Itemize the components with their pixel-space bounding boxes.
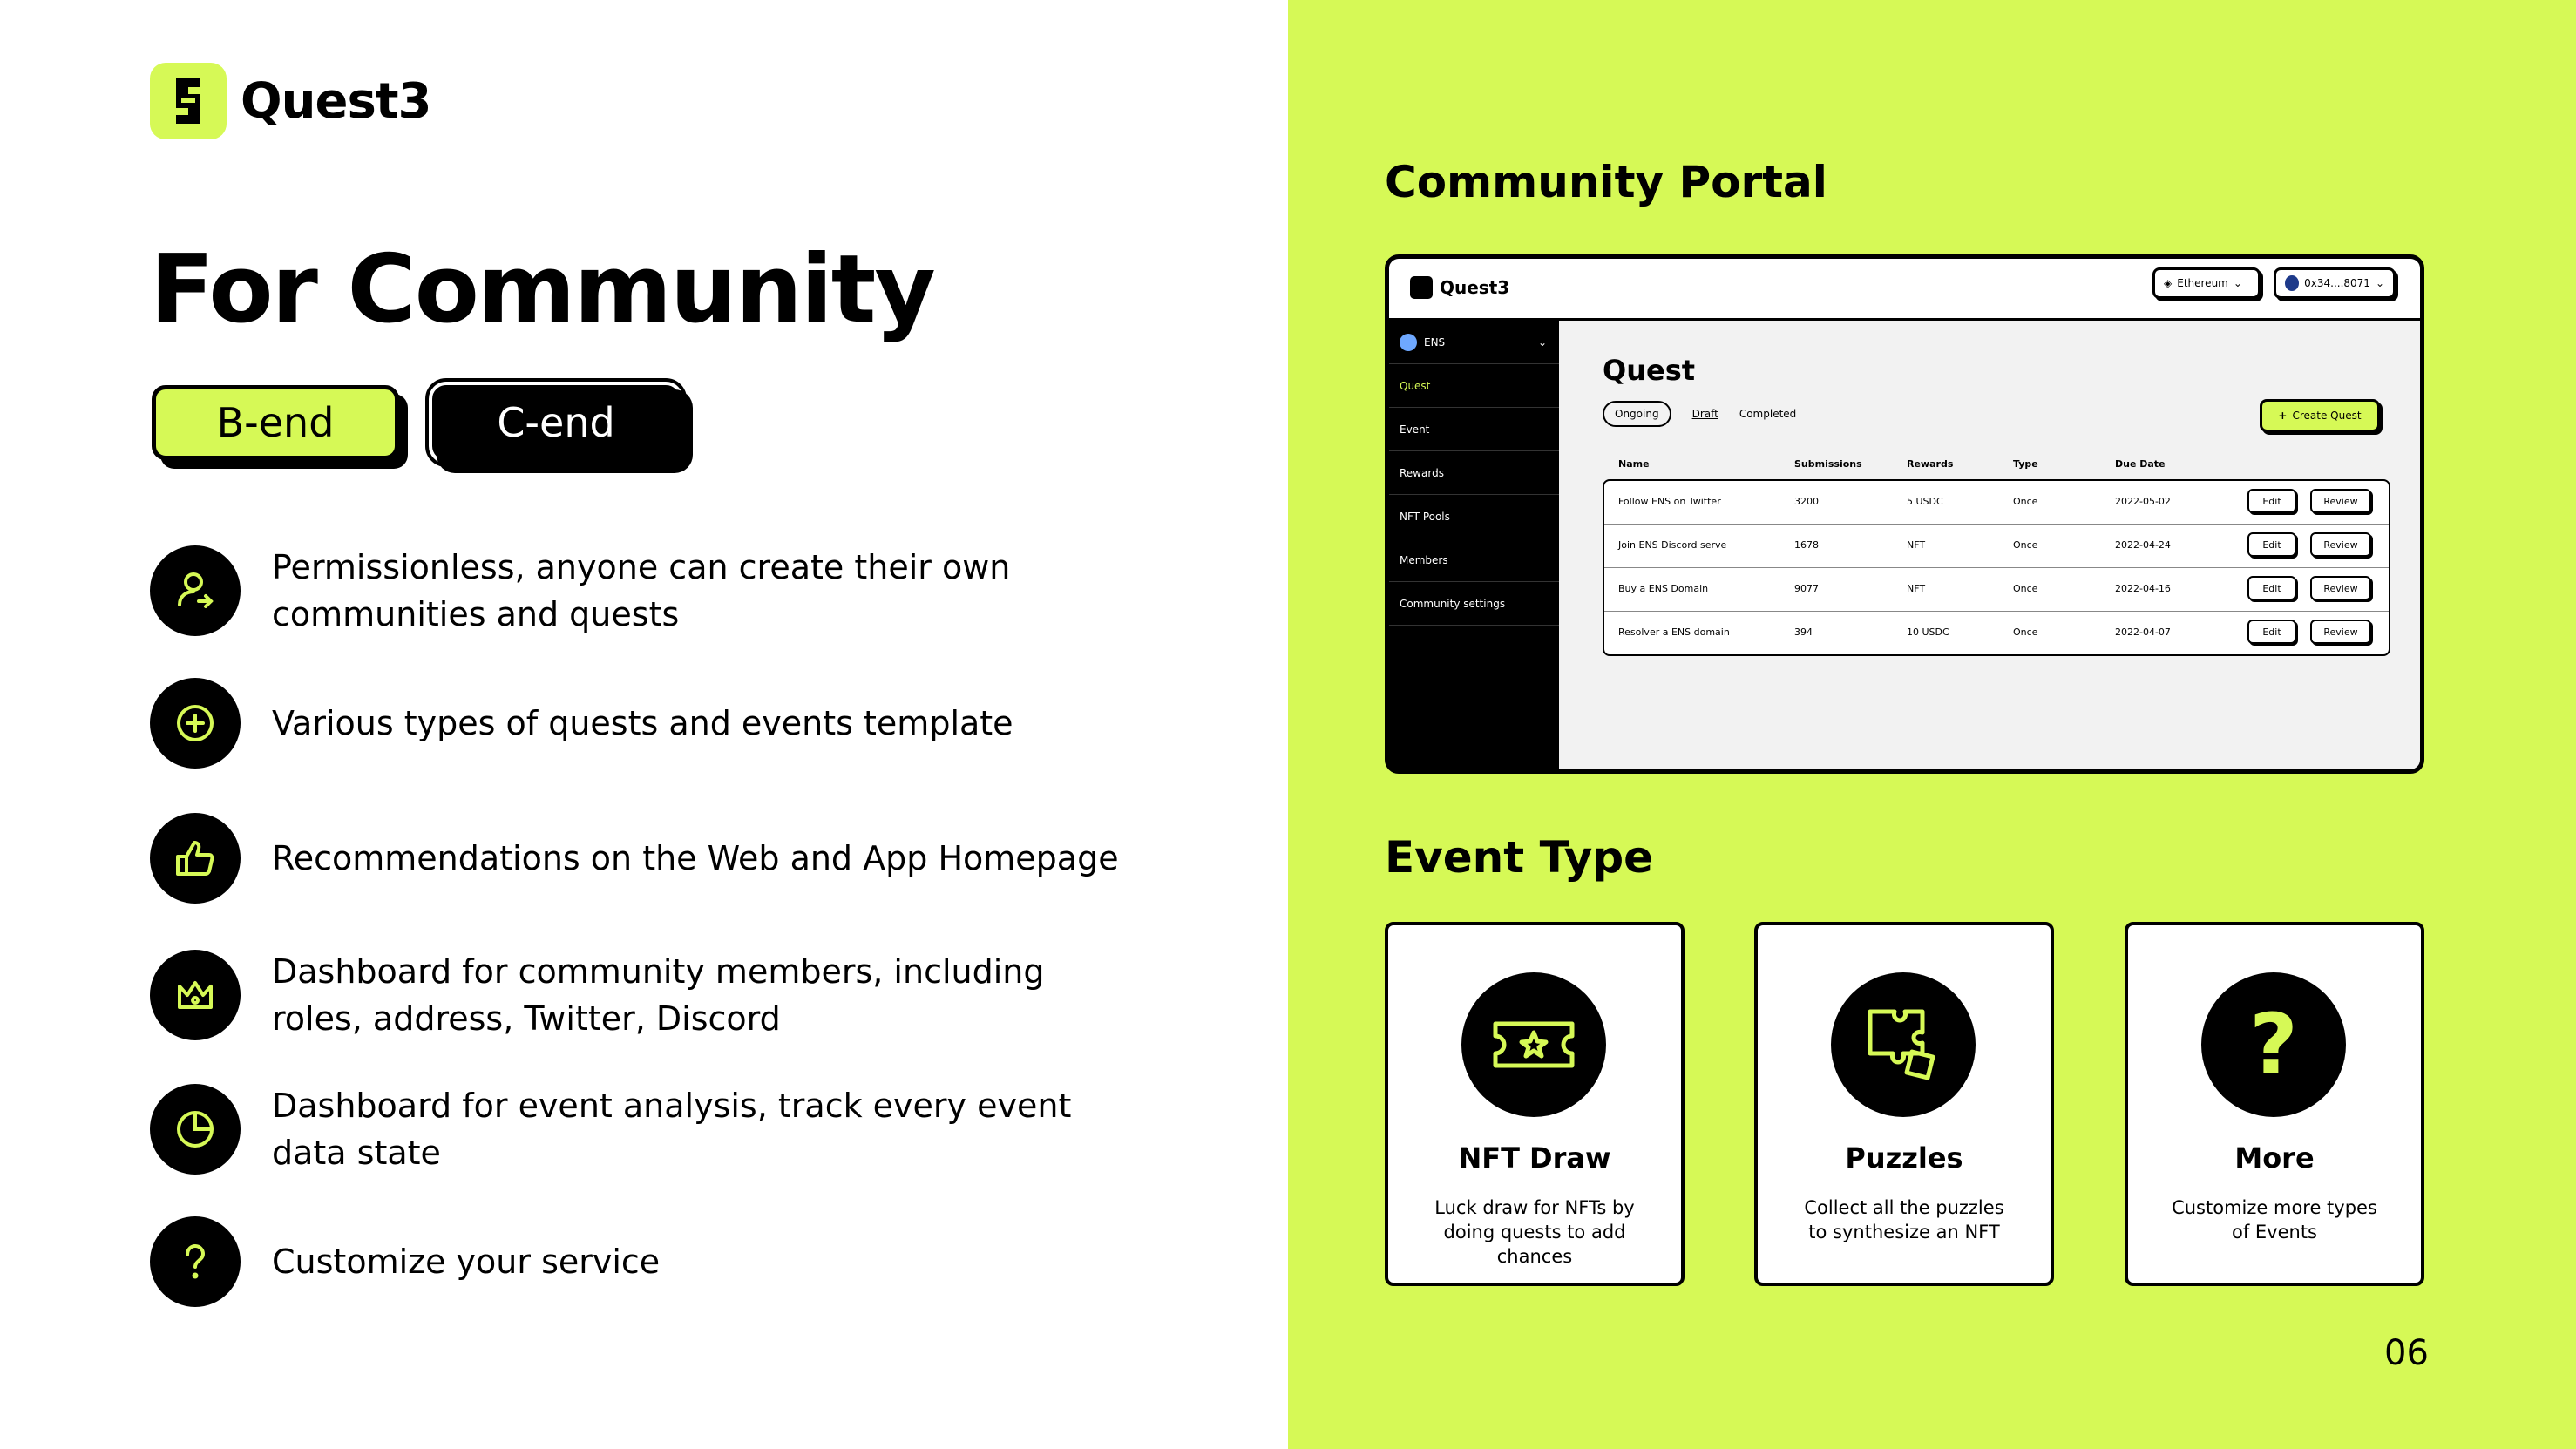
table-row (1604, 568, 2389, 612)
cell-type: Once (2013, 626, 2038, 638)
portal-app-name: Quest3 (1440, 277, 1510, 298)
user-share-icon (150, 545, 241, 636)
feature-text: Dashboard for event analysis, track every event data state (272, 1087, 1072, 1172)
quest3-logo-icon (150, 63, 227, 139)
edit-button[interactable]: Edit (2247, 576, 2296, 600)
cell-due: 2022-04-24 (2115, 539, 2171, 551)
review-button[interactable]: Review (2310, 532, 2371, 557)
portal-sidebar (1389, 321, 1559, 769)
cell-submissions: 3200 (1794, 496, 1819, 507)
crown-icon (150, 950, 241, 1040)
event-card-nft-draw[interactable] (1385, 922, 1685, 1286)
portal-logo (1410, 276, 1509, 299)
feature-item (150, 678, 1143, 769)
plus-circle-icon (150, 678, 241, 769)
brand (150, 63, 431, 139)
cell-due: 2022-05-02 (2115, 496, 2171, 507)
feature-text: Recommendations on the Web and App Homepage (272, 839, 1119, 877)
ens-icon (1400, 334, 1417, 351)
cell-rewards: 5 USDC (1907, 496, 1943, 507)
table-row (1604, 612, 2389, 654)
feature-text: Dashboard for community members, including roles, address, Twitter, Discord (272, 952, 1045, 1038)
pie-chart-icon (150, 1084, 241, 1175)
review-button[interactable]: Review (2310, 576, 2371, 600)
col-submissions: Submissions (1794, 458, 1862, 470)
network-selector[interactable] (2152, 267, 2261, 299)
sidebar-item-community-settings[interactable]: Community settings (1389, 582, 1559, 626)
col-rewards: Rewards (1907, 458, 1954, 470)
tab-completed[interactable]: Completed (1739, 408, 1797, 420)
feature-item (150, 948, 1143, 1042)
community-selector[interactable] (1389, 321, 1559, 364)
cell-submissions: 9077 (1794, 583, 1819, 594)
cell-name: Join ENS Discord serve (1618, 539, 1727, 551)
puzzle-icon (1831, 972, 1976, 1117)
event-card-more[interactable] (2125, 922, 2424, 1286)
question-mark-icon: ? (2201, 972, 2346, 1117)
chevron-down-icon: ⌄ (2233, 277, 2242, 289)
event-type-title: Event Type (1385, 832, 1654, 883)
review-button[interactable]: Review (2310, 620, 2371, 644)
cell-rewards: 10 USDC (1907, 626, 1949, 638)
cell-type: Once (2013, 496, 2038, 507)
quest3-logo-icon (1410, 276, 1433, 299)
feature-text: Permissionless, anyone can create their own communities and quests (272, 548, 1011, 633)
event-card-name: More (2234, 1141, 2315, 1175)
event-card-desc: Collect all the puzzles to synthesize an NFT (1804, 1197, 2004, 1242)
sidebar-item-rewards[interactable]: Rewards (1389, 451, 1559, 495)
portal-header (1389, 259, 2420, 321)
brand-name: Quest3 (241, 72, 431, 130)
sidebar-item-event[interactable]: Event (1389, 408, 1559, 451)
chevron-down-icon: ⌄ (1537, 335, 1547, 349)
feature-item (150, 813, 1143, 904)
ticket-star-icon (1461, 972, 1606, 1117)
col-name: Name (1618, 458, 1650, 470)
portal-main (1559, 321, 2420, 769)
edit-button[interactable]: Edit (2247, 620, 2296, 644)
event-card-puzzles[interactable] (1754, 922, 2054, 1286)
feature-text: Various types of quests and events template (272, 704, 1013, 742)
feature-item (150, 1082, 1143, 1176)
page-title: For Community (150, 235, 934, 344)
cell-name: Follow ENS on Twitter (1618, 496, 1721, 507)
event-card-name: NFT Draw (1458, 1141, 1611, 1175)
page-number: 06 (2384, 1333, 2429, 1373)
edit-button[interactable]: Edit (2247, 532, 2296, 557)
feature-text: Customize your service (272, 1242, 661, 1281)
wallet-button[interactable] (2274, 267, 2396, 299)
portal-screenshot (1385, 254, 2424, 774)
quest-table (1603, 479, 2390, 656)
review-button[interactable]: Review (2310, 489, 2371, 513)
cell-name: Resolver a ENS domain (1618, 626, 1730, 638)
event-card-desc: Luck draw for NFTs by doing quests to add chances (1434, 1197, 1635, 1267)
cell-due: 2022-04-07 (2115, 626, 2171, 638)
plus-icon: + (2278, 410, 2288, 422)
event-card-name: Puzzles (1845, 1141, 1963, 1175)
question-icon (150, 1216, 241, 1307)
feature-item (150, 544, 1143, 638)
avatar (2285, 275, 2299, 291)
tab-draft[interactable]: Draft (1691, 408, 1718, 420)
cell-type: Once (2013, 583, 2038, 594)
ethereum-icon: ◈ (2164, 277, 2173, 289)
sidebar-item-nft-pools[interactable]: NFT Pools (1389, 495, 1559, 538)
cell-type: Once (2013, 539, 2038, 551)
tab-ongoing[interactable]: Ongoing (1603, 401, 1671, 427)
sidebar-item-members[interactable]: Members (1389, 538, 1559, 582)
create-quest-button[interactable] (2260, 399, 2380, 432)
create-quest-label: Create Quest (2292, 410, 2362, 422)
cell-submissions: 1678 (1794, 539, 1819, 551)
wallet-address: 0x34....8071 (2304, 277, 2370, 289)
edit-button[interactable]: Edit (2247, 489, 2296, 513)
col-type: Type (2013, 458, 2038, 470)
community-portal-title: Community Portal (1385, 157, 1827, 207)
network-label: Ethereum (2177, 277, 2228, 289)
event-card-desc: Customize more types of Events (2172, 1197, 2377, 1242)
feature-item (150, 1216, 1143, 1307)
tab-c-end[interactable]: C-end (432, 385, 680, 460)
cell-submissions: 394 (1794, 626, 1813, 638)
table-row (1604, 481, 2389, 525)
cell-rewards: NFT (1907, 539, 1926, 551)
tab-b-end[interactable]: B-end (152, 385, 399, 460)
cell-due: 2022-04-16 (2115, 583, 2171, 594)
col-due-date: Due Date (2115, 458, 2166, 470)
cell-name: Buy a ENS Domain (1618, 583, 1709, 594)
thumbs-up-icon (150, 813, 241, 904)
quest-title: Quest (1603, 354, 1696, 387)
table-row (1604, 525, 2389, 568)
cell-rewards: NFT (1907, 583, 1926, 594)
quest-tabs (1603, 401, 1796, 427)
sidebar-item-quest[interactable]: Quest (1389, 364, 1559, 408)
community-name: ENS (1424, 335, 1446, 349)
chevron-down-icon: ⌄ (2375, 277, 2384, 289)
